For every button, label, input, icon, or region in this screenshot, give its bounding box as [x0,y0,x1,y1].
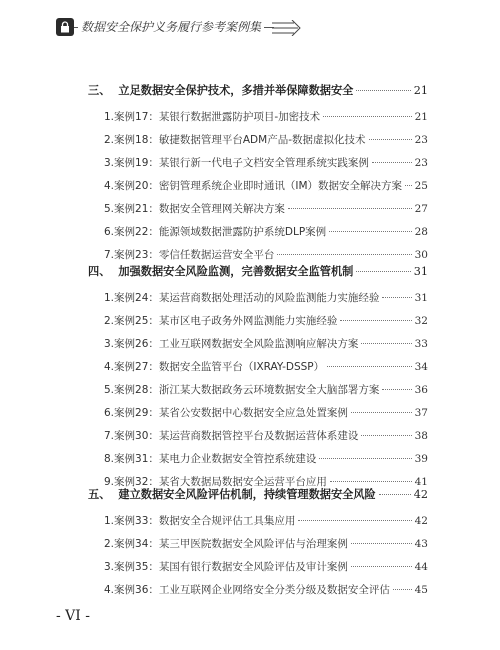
arrow-icon [272,20,302,40]
toc-case-entry[interactable] [104,155,428,170]
case-page-number: 33 [414,338,428,350]
case-title: 8.案例31：某电力企业数据安全管控系统建设 [104,453,317,465]
case-title: 3.案例35：某国有银行数据安全风险评估及审计案例 [104,561,348,573]
case-page-number: 21 [414,111,428,123]
case-title: 3.案例26：工业互联网数据安全风险监测响应解决方案 [104,338,359,350]
case-title: 2.案例25：某市区电子政务外网监测能力实施经验 [104,315,338,327]
case-title: 6.案例22：能源领域数据泄露防护系统DLP案例 [104,226,327,238]
dot-leader [327,366,412,367]
case-title: 4.案例27：数据安全监管平台（IXRAY-DSSP） [104,361,325,373]
toc-case-entry[interactable] [104,536,428,551]
case-page-number: 41 [414,476,428,488]
case-title: 2.案例34：某三甲医院数据安全风险评估与治理案例 [104,538,348,550]
dot-leader [329,231,411,232]
case-title: 3.案例19：某银行新一代电子文档安全管理系统实践案例 [104,157,369,169]
dot-leader [393,589,412,590]
toc-section-heading[interactable] [88,82,428,98]
toc-case-entry[interactable] [104,428,428,443]
toc-section-heading[interactable] [88,263,428,279]
dot-leader [356,90,410,91]
case-page-number: 42 [414,515,428,527]
dot-leader [323,116,411,117]
running-header [56,18,306,40]
toc-section-heading[interactable] [88,486,428,502]
case-page-number: 37 [414,407,428,419]
section-title: 建立数据安全风险评估机制，持续管理数据安全风险 [118,488,376,501]
case-page-number: 23 [414,134,428,146]
section-number: 五、 [88,488,111,501]
case-title: 2.案例18：敏捷数据管理平台ADM产品-数据虚拟化技术 [104,134,366,146]
dot-leader [372,162,412,163]
case-title: 6.案例29：某省公安数据中心数据安全应急处置案例 [104,407,348,419]
toc-case-entry[interactable] [104,382,428,397]
case-page-number: 38 [414,430,428,442]
case-page-number: 36 [414,384,428,396]
dot-leader [382,297,411,298]
section-title: 立足数据安全保护技术，多措并举保障数据安全 [118,84,354,97]
case-page-number: 45 [414,584,428,596]
case-page-number: 32 [414,315,428,327]
case-title: 4.案例36：工业互联网企业网络安全分类分级及数据安全评估 [104,584,390,596]
case-title: 4.案例20：密钥管理系统企业即时通讯（IM）数据安全解决方案 [104,180,403,192]
dot-leader [361,343,411,344]
dot-leader [405,185,412,186]
section-page-number: 42 [413,488,428,501]
case-title: 1.案例24：某运营商数据处理活动的风险监测能力实施经验 [104,292,380,304]
case-title: 1.案例33：数据安全合规评估工具集应用 [104,515,296,527]
case-page-number: 31 [414,292,428,304]
dot-leader [340,320,411,321]
lock-icon [56,18,74,36]
case-title: 1.案例17：某银行数据泄露防护项目-加密技术 [104,111,321,123]
case-page-number: 44 [414,561,428,573]
toc-case-entry[interactable] [104,336,428,351]
case-title: 7.案例23：零信任数据运营安全平台 [104,249,275,261]
dot-leader [277,254,411,255]
case-page-number: 30 [414,249,428,261]
dot-leader [382,389,411,390]
toc-case-entry[interactable] [104,247,428,262]
case-page-number: 39 [414,453,428,465]
case-title: 5.案例28：浙江某大数据政务云环境数据安全大脑部署方案 [104,384,380,396]
dot-leader [288,208,412,209]
section-title: 加强数据安全风险监测，完善数据安全监管机制 [118,265,354,278]
section-number: 四、 [88,265,111,278]
toc-case-entry[interactable] [104,290,428,305]
section-page-number: 21 [413,84,428,97]
dot-leader [351,412,412,413]
toc-case-entry[interactable] [104,201,428,216]
section-page-number: 31 [413,265,428,278]
case-page-number: 23 [414,157,428,169]
toc-case-entry[interactable] [104,582,428,597]
toc-case-entry[interactable] [104,224,428,239]
case-page-number: 27 [414,203,428,215]
toc-case-entry[interactable] [104,405,428,420]
dot-leader [330,481,412,482]
dot-leader [319,458,411,459]
toc-case-entry[interactable] [104,313,428,328]
page-number: - VI - [56,608,91,624]
dot-leader [361,435,411,436]
toc-case-entry[interactable] [104,359,428,374]
case-page-number: 43 [414,538,428,550]
toc-case-entry[interactable] [104,178,428,193]
dot-leader [369,139,412,140]
dot-leader [379,494,411,495]
dot-leader [351,566,412,567]
case-page-number: 34 [414,361,428,373]
dot-leader [351,543,412,544]
toc-case-entry[interactable] [104,132,428,147]
case-page-number: 28 [414,226,428,238]
header-title: 数据安全保护义务履行参考案例集 [78,18,264,35]
case-title: 9.案例32：某省大数据局数据安全运营平台应用 [104,476,327,488]
section-number: 三、 [88,84,111,97]
case-title: 7.案例30：某运营商数据管控平台及数据运营体系建设 [104,430,359,442]
toc-case-entry[interactable] [104,559,428,574]
toc-case-entry[interactable] [104,109,428,124]
toc-case-entry[interactable] [104,451,428,466]
case-page-number: 25 [414,180,428,192]
case-title: 5.案例21：数据安全管理网关解决方案 [104,203,285,215]
toc-case-entry[interactable] [104,513,428,528]
dot-leader [356,271,410,272]
dot-leader [298,520,411,521]
